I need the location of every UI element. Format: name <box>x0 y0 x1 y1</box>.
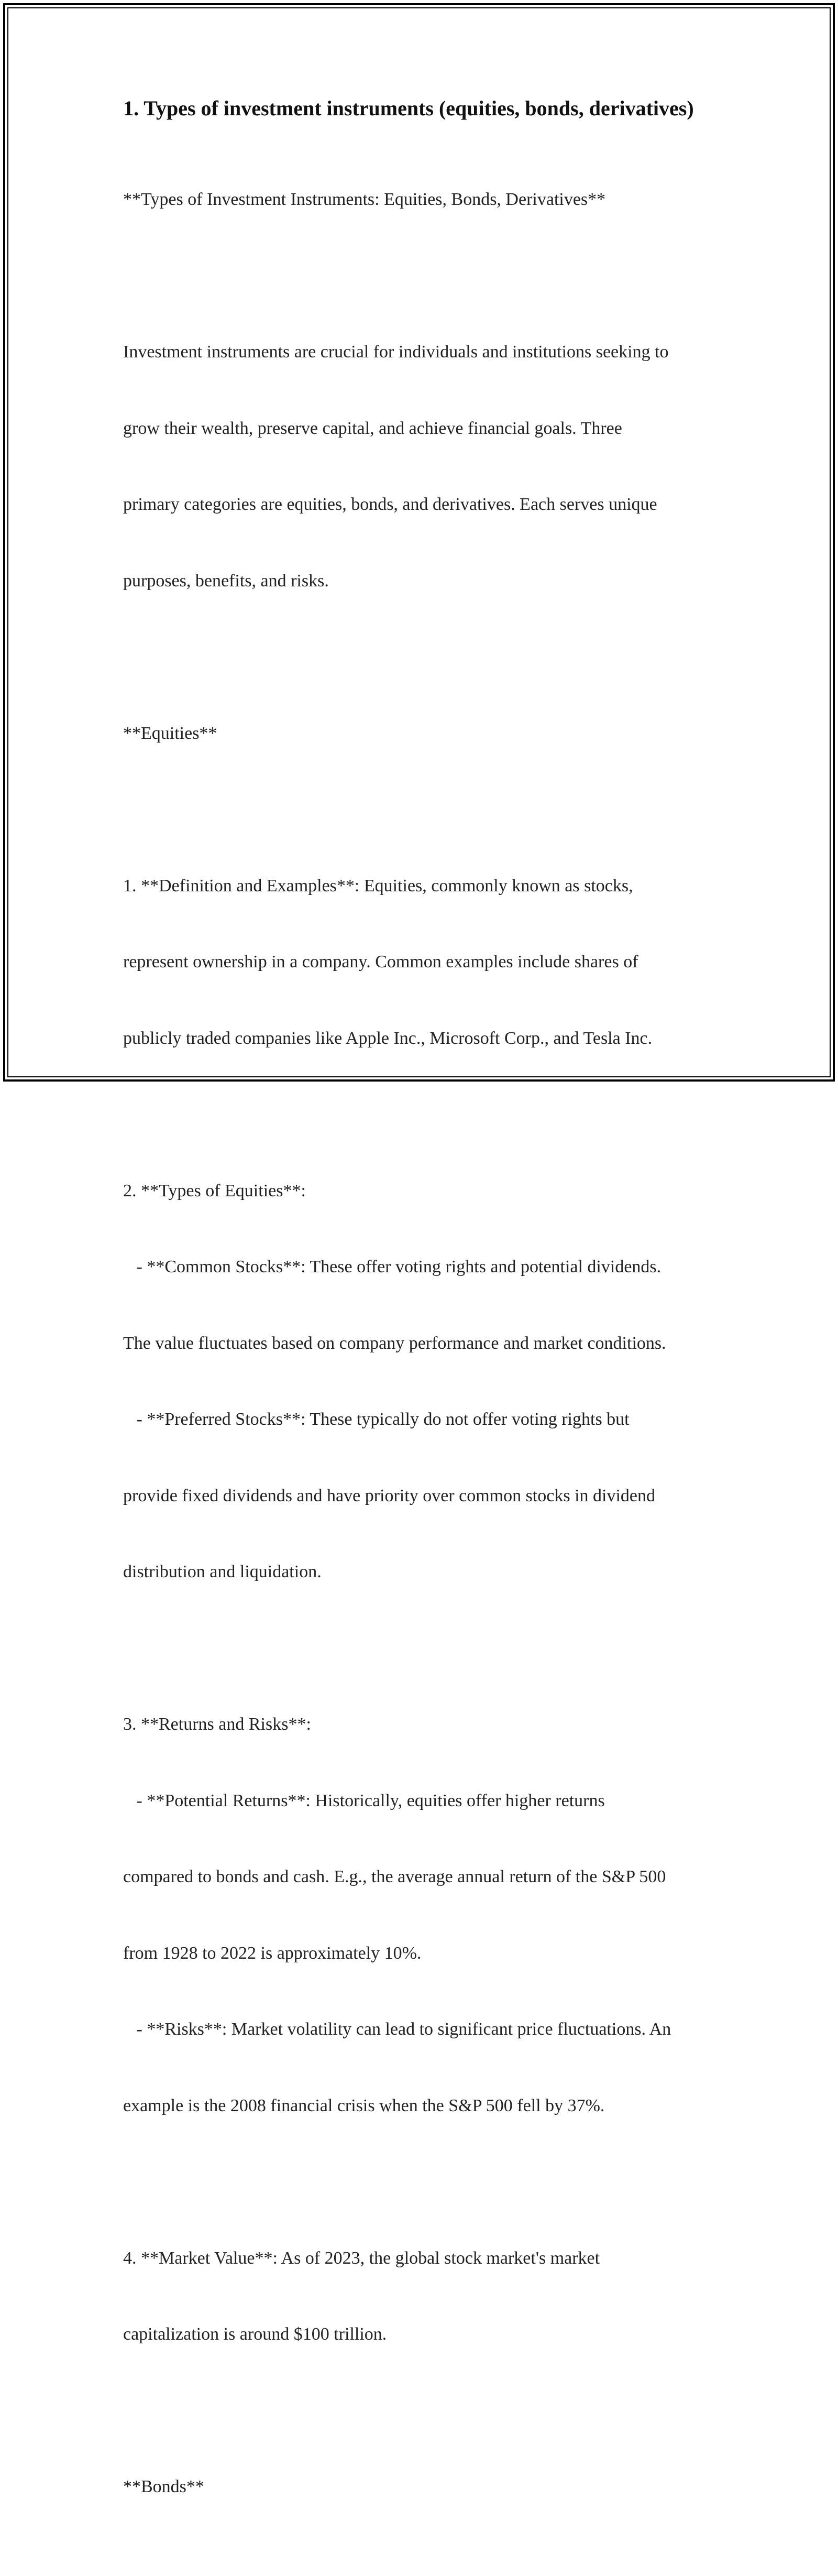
document-body <box>123 94 720 2576</box>
text-line: **Types of Investment Instruments: Equities, Bonds, Derivatives** <box>123 190 606 209</box>
text-line: - **Potential Returns**: Historically, equities offer higher returns <box>123 1791 605 1810</box>
text-line: publicly traded companies like Apple Inc., Microsoft Corp., and Tesla Inc. <box>123 1028 653 1048</box>
text-line: compared to bonds and cash. E.g., the average annual return of the S&P 500 <box>123 1867 666 1886</box>
returns-risks-paragraph <box>123 1661 720 2169</box>
text-line: **Bonds** <box>123 2477 204 2496</box>
text-line: 2. **Types of Equities**: <box>123 1181 306 1200</box>
text-line: from 1928 to 2022 is approximately 10%. <box>123 1943 422 1963</box>
text-line: grow their wealth, preserve capital, and achieve financial goals. Three <box>123 418 622 438</box>
text-line: primary categories are equities, bonds, and derivatives. Each serves unique <box>123 495 657 514</box>
text-line: 3. **Returns and Risks**: <box>123 1715 311 1734</box>
text-line: Investment instruments are crucial for individuals and institutions seeking to <box>123 342 669 362</box>
types-paragraph <box>123 1128 720 1636</box>
intro-paragraph <box>123 289 720 645</box>
text-line: 1. **Definition and Examples**: Equities, commonly known as stocks, <box>123 876 633 896</box>
subtitle-paragraph <box>123 136 720 264</box>
text-line: capitalization is around $100 trillion. <box>123 2324 387 2344</box>
text-line: example is the 2008 financial crisis when the S&P 500 fell by 37%. <box>123 2095 605 2115</box>
definition-paragraph <box>123 823 720 1103</box>
text-line: represent ownership in a company. Common examples include shares of <box>123 952 638 972</box>
market-value-paragraph <box>123 2195 720 2398</box>
text-line: - **Common Stocks**: These offer voting rights and potential dividends. <box>123 1257 661 1276</box>
text-line: purposes, benefits, and risks. <box>123 571 329 591</box>
section-heading: 1. Types of investment instruments (equities, bonds, derivatives) <box>123 96 694 120</box>
text-line: **Equities** <box>123 723 217 743</box>
text-line: - **Risks**: Market volatility can lead to significant price fluctuations. An <box>123 2020 671 2039</box>
text-line: - **Preferred Stocks**: These typically do not offer voting rights but <box>123 1410 630 1429</box>
text-line: distribution and liquidation. <box>123 1562 322 1581</box>
equities-heading <box>123 670 720 798</box>
text-line: The value fluctuates based on company performance and market conditions. <box>123 1333 666 1353</box>
text-line: provide fixed dividends and have priority over common stocks in dividend <box>123 1486 656 1505</box>
text-line: 4. **Market Value**: As of 2023, the global stock market's market <box>123 2248 600 2268</box>
bonds-heading <box>123 2424 720 2551</box>
